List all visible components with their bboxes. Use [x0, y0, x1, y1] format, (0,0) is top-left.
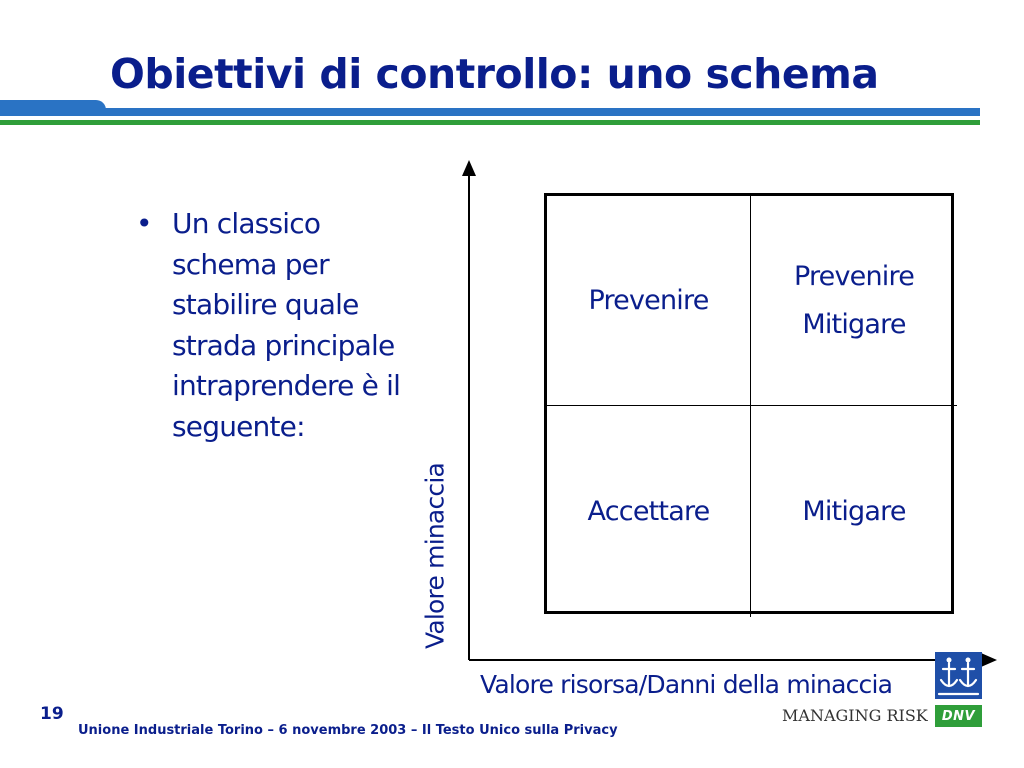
cell-label: Prevenire [793, 260, 915, 292]
dnv-emblem-icon [935, 652, 982, 699]
dnv-logo-text: DNV [941, 708, 976, 724]
cell-label: Prevenire [588, 284, 709, 316]
page-number: 19 [40, 704, 64, 724]
bullet-line: Un classico [172, 207, 321, 240]
bullet-marker: • [136, 207, 152, 240]
anchor-figures-icon [935, 652, 982, 699]
y-axis-arrow [462, 160, 476, 176]
matrix-cell-bottom-right [751, 406, 957, 617]
bullet-line: stabilire quale [172, 288, 359, 321]
dnv-logo [935, 705, 982, 727]
y-axis-label: Valore minaccia [420, 463, 450, 649]
matrix-cell-bottom-left [547, 406, 751, 617]
bullet-line: strada principale [172, 328, 395, 362]
cell-label: Mitigare [802, 495, 906, 527]
matrix-cell-top-left [547, 196, 751, 406]
matrix-cell-top-right [751, 196, 957, 406]
x-axis-label: Valore risorsa/Danni della minaccia [480, 670, 893, 699]
footer-text: Unione Industriale Torino – 6 novembre 2003 – Il Testo Unico sulla Privacy [78, 723, 618, 738]
bullet-line: schema per [172, 247, 329, 281]
risk-matrix [544, 193, 954, 614]
managing-risk-tagline: MANAGING RISK [782, 706, 928, 725]
bullet-line: intraprendere è il [172, 369, 401, 402]
cell-label: Mitigare [802, 308, 906, 340]
x-axis-arrow [981, 653, 997, 667]
bullet-line: seguente: [172, 409, 305, 443]
slide-title: Obiettivi di controllo: uno schema [110, 50, 879, 98]
cell-label: Accettare [587, 495, 710, 527]
